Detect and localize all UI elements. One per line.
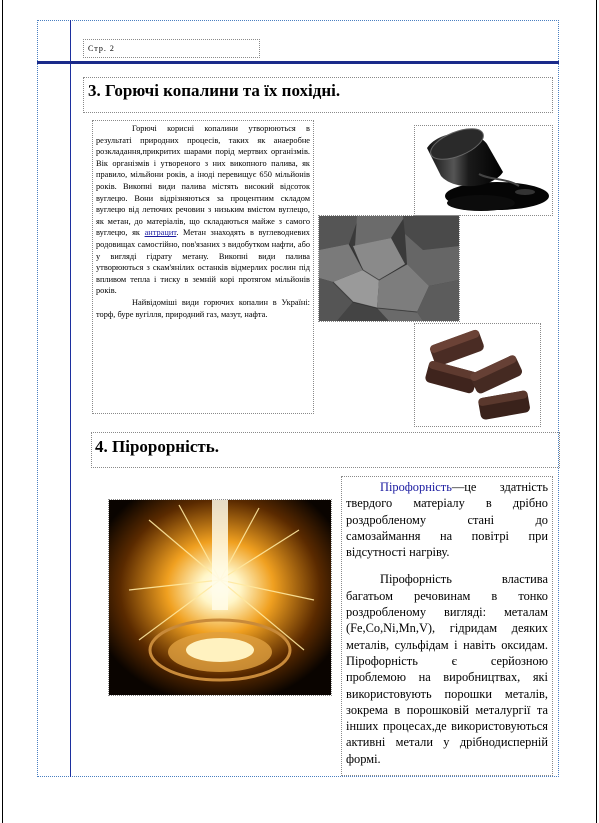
sparks-image[interactable] <box>108 499 332 696</box>
coal-image[interactable] <box>318 215 460 322</box>
pyrophoricity-term[interactable]: Пірофорність <box>380 480 452 494</box>
section4-heading-frame[interactable] <box>91 432 560 468</box>
section3-title: 3. Горючі копалини та їх похідні. <box>88 81 341 100</box>
oil-barrel-icon <box>415 126 552 215</box>
anthracite-link[interactable]: антрацит <box>144 228 177 238</box>
oil-barrel-image[interactable] <box>414 125 553 216</box>
section3-paragraph-2: Найвідоміші види горючих копалин в Україні: торф, буре вугілля, природний газ, мазут, нафта. <box>96 297 310 319</box>
briquettes-icon <box>415 324 540 426</box>
left-margin-line <box>70 20 71 777</box>
outer-frame-left <box>2 0 3 823</box>
section4-paragraph-2: Пірофорність властива багатьом речовинам в тонко роздробленому вигляді: металам (Fe,Co,Ni,Mn,V), гідридам деяких металів, сульфідам і навіть оксидам. Пірофорність є серйозною проблемою на виробництвах, які використовують порошки металів, зокрема в порошковій металургії та інших процесах,де використовуються активні метали у дрібнодисперній формі. <box>346 572 548 766</box>
section4-title: 4. Піророрність. <box>95 437 219 456</box>
section3-text-frame[interactable] <box>92 120 314 414</box>
header-rule <box>37 61 559 64</box>
briquettes-image[interactable] <box>414 323 541 427</box>
section4-paragraph-1: Пірофорність—це здатність твердого матеріалу в дрібно роздробленому стані до самозаймання на повітрі при відсутності нагріву. <box>346 480 548 560</box>
section4-text-frame[interactable] <box>341 476 553 776</box>
page-header-frame[interactable] <box>83 39 260 58</box>
section3-paragraph-1: Горючі корисні копалини утворюються в результаті природних процесів, таких як анаеробне розкладання,прикритих шарами порід мертвих організмів. Вік організмів і утвореного з них викопного палива, як правило, мільйони років, а іноді перевищує 650 мільйонів років. Викопні види палива містять високий відсоток вуглецю. Вони відрізняються за процентним складом вуглецю від летючих речовин з низьким вмістом вуглецю, як метан, до матеріалів, що складаються майже з самого вуглецю, як антрацит. Метан знаходять в вуглеводневих родовищах самостійно, пов'язаних з видобутком нафти, або у вигляді гідрату метану. Викопні види палива утворюються з скам'янілих останків відмерлих рослин під впливом тепла і тиску в земній корі протягом мільйонів років. <box>96 124 310 296</box>
section3-heading-frame[interactable] <box>83 77 553 113</box>
sparks-icon <box>109 500 331 695</box>
outer-frame-right <box>596 0 597 823</box>
coal-icon <box>319 216 459 321</box>
page-number: Стр. 2 <box>88 44 115 53</box>
